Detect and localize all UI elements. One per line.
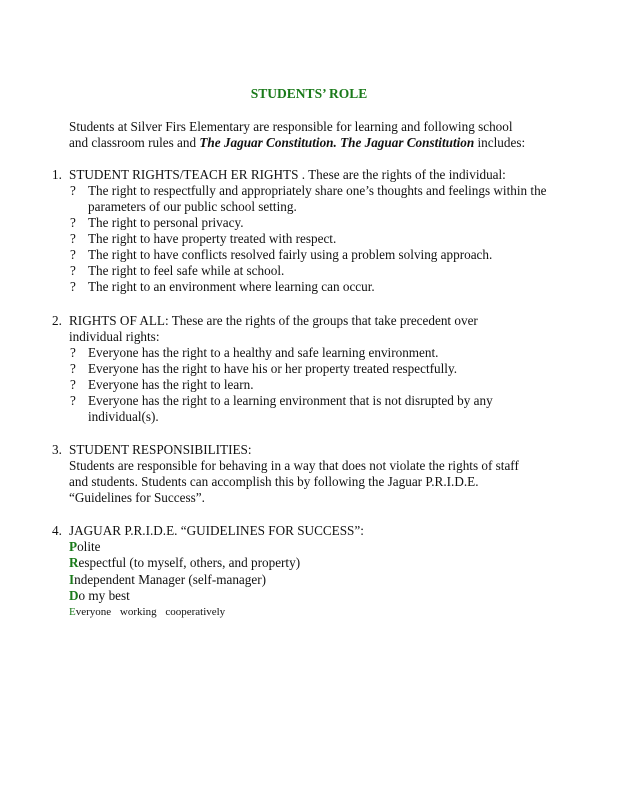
list-item xyxy=(69,183,569,215)
bullet-mark: ? xyxy=(70,247,76,262)
page-title: STUDENTS’ ROLE xyxy=(250,86,368,101)
list-item-text: Everyone has the right to a learning environment that is not disrupted by any individual(s). xyxy=(88,393,493,424)
section-body: Students are responsible for behaving in a way that does not violate the rights of staff and students. Students can accomplish this by following the Jaguar P.R.I.D.E. “Guidelines for Success”. xyxy=(69,458,519,505)
list-item xyxy=(69,377,569,393)
section-heading: RIGHTS OF ALL: These are the rights of the groups that take precedent over individual rights: xyxy=(69,313,478,344)
list-item xyxy=(69,263,569,279)
pride-item xyxy=(69,539,300,555)
pride-text: o my best xyxy=(78,587,130,603)
list-item-text: The right to personal privacy. xyxy=(88,215,244,230)
pride-item xyxy=(69,555,300,571)
group-rights-list xyxy=(69,345,569,425)
section-number: 3. xyxy=(52,442,62,457)
intro-paragraph xyxy=(69,119,589,151)
pride-text: veryone working cooperatively xyxy=(75,606,226,619)
bullet-mark: ? xyxy=(70,183,76,198)
rights-list xyxy=(69,183,569,295)
list-item-text: The right to have property treated with respect. xyxy=(88,231,337,246)
pride-item xyxy=(69,604,300,620)
intro-line-1: Students at Silver Firs Elementary are responsible for learning and following school xyxy=(69,119,513,134)
bullet-mark: ? xyxy=(70,361,76,376)
list-item xyxy=(69,345,569,361)
section-heading: JAGUAR P.R.I.D.E. “GUIDELINES FOR SUCCESS”: xyxy=(69,523,364,538)
intro-text: and classroom rules and xyxy=(69,135,200,150)
list-item xyxy=(69,361,569,377)
section-heading: STUDENT RESPONSIBILITIES: xyxy=(69,442,252,457)
bullet-mark: ? xyxy=(70,345,76,360)
pride-letter: D xyxy=(69,587,79,603)
list-item xyxy=(69,215,569,231)
list-item-text: Everyone has the right to a healthy and safe learning environment. xyxy=(88,345,439,360)
bullet-mark: ? xyxy=(70,377,76,392)
pride-text: olite xyxy=(77,539,101,554)
pride-letter: E xyxy=(69,606,76,619)
section-number: 4. xyxy=(52,523,62,538)
pride-list xyxy=(69,539,300,620)
bullet-mark: ? xyxy=(70,279,76,294)
intro-text-end: includes: xyxy=(474,135,526,150)
bullet-mark: ? xyxy=(70,263,76,278)
list-item-text: The right to have conflicts resolved fairly using a problem solving approach. xyxy=(88,247,493,262)
constitution-title: The Jaguar Constitution. The Jaguar Constitution xyxy=(199,135,475,150)
list-item xyxy=(69,279,569,295)
section-number: 1. xyxy=(52,167,62,182)
bullet-mark: ? xyxy=(70,393,76,408)
pride-item xyxy=(69,572,300,588)
list-item-text: The right to an environment where learning can occur. xyxy=(88,279,375,294)
list-item xyxy=(69,393,528,425)
section-number: 2. xyxy=(52,313,62,328)
list-item-text: Everyone has the right to have his or her property treated respectfully. xyxy=(88,361,457,376)
pride-text: ndependent Manager (self-manager) xyxy=(74,571,266,587)
pride-item xyxy=(69,588,300,604)
section-heading: STUDENT RIGHTS/TEACH ER RIGHTS . These are the rights of the individual: xyxy=(69,167,506,182)
list-item-text: Everyone has the right to learn. xyxy=(88,377,254,392)
list-item xyxy=(69,231,569,247)
bullet-mark: ? xyxy=(70,231,76,246)
intro-line-2 xyxy=(69,135,589,151)
list-item-text: The right to feel safe while at school. xyxy=(88,263,285,278)
pride-letter: R xyxy=(69,555,79,571)
pride-text: espectful (to myself, others, and property) xyxy=(78,555,301,571)
pride-letter: I xyxy=(69,571,75,587)
bullet-mark: ? xyxy=(70,215,76,230)
list-item-text: The right to respectfully and appropriately share one’s thoughts and feelings within the parameters of our public school setting. xyxy=(88,183,547,214)
list-item xyxy=(69,247,569,263)
pride-letter: P xyxy=(69,539,78,554)
